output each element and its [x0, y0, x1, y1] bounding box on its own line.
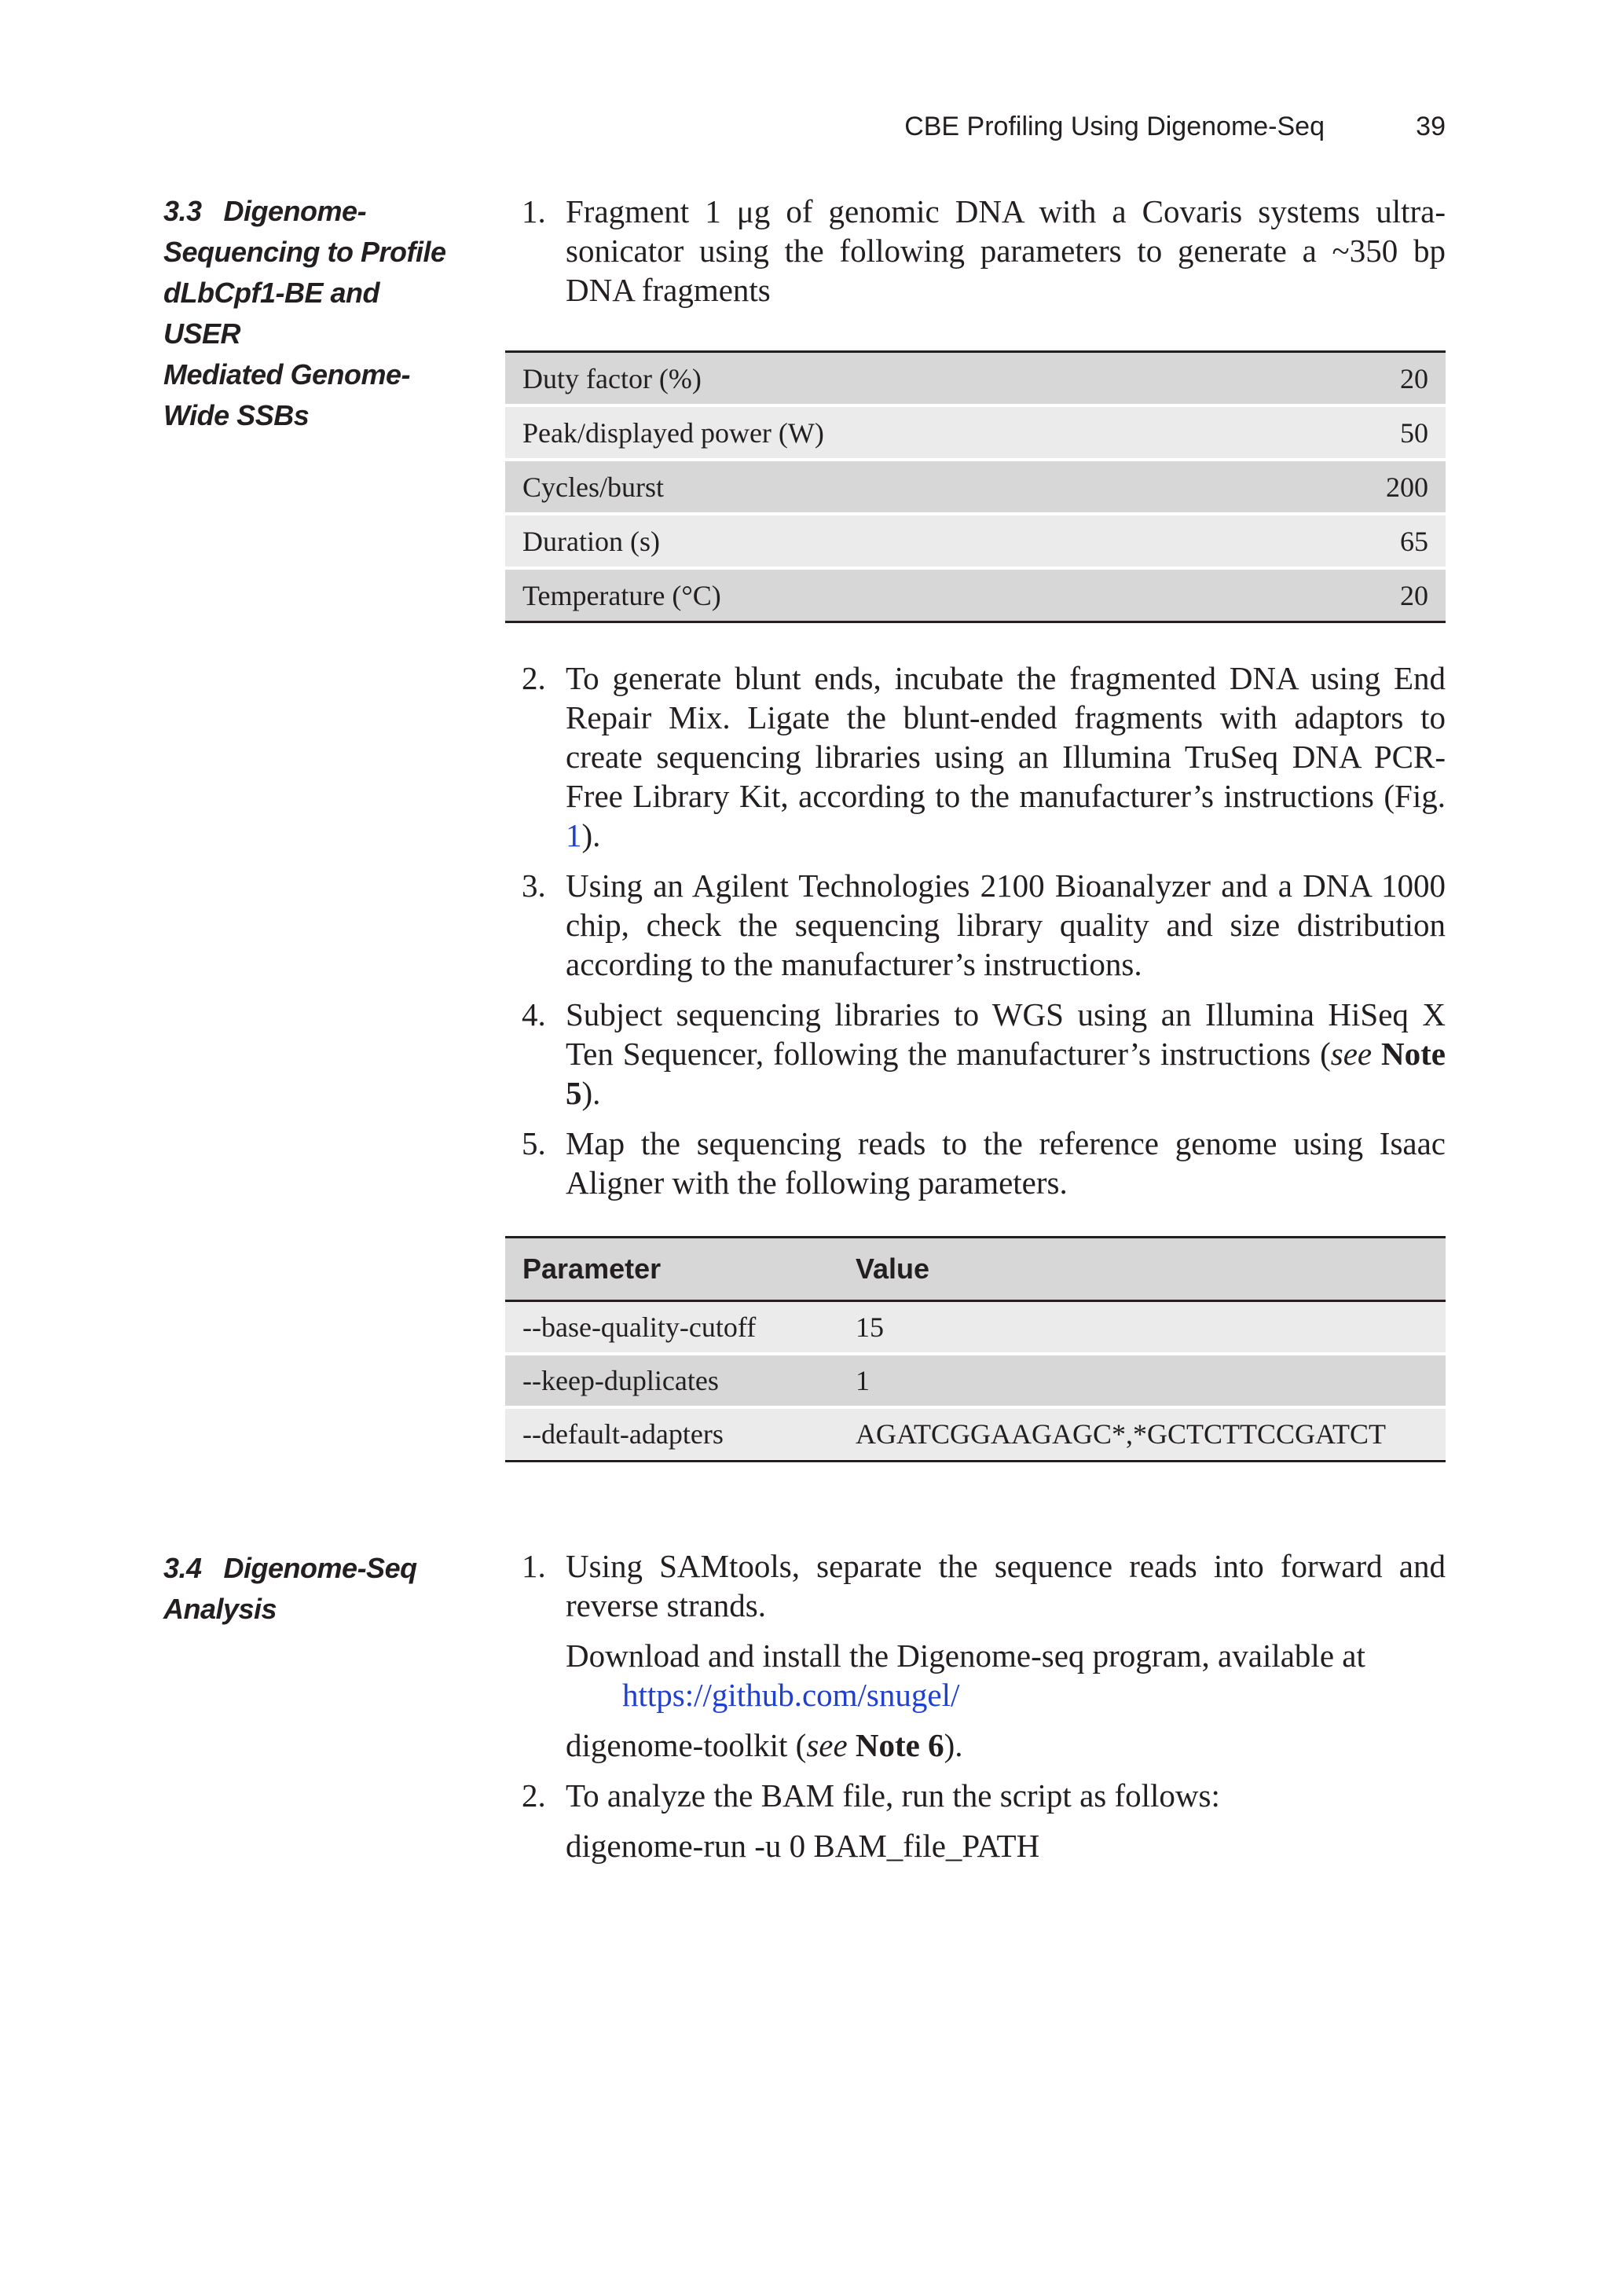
running-head: [864, 112, 1446, 151]
param-cell: --default-adapters: [505, 1409, 838, 1462]
note-reference[interactable]: Note 5: [566, 1036, 1446, 1111]
step-list-3-4: [519, 1546, 1446, 1865]
list-item: [519, 1546, 1446, 1765]
value-cell: 15: [838, 1302, 1446, 1355]
toolkit-text: digenome-toolkit (: [566, 1727, 807, 1763]
item-text: To analyze the BAM file, run the script as follows:: [566, 1777, 1220, 1814]
covaris-parameter-table: [505, 350, 1446, 624]
table-row: [505, 570, 1446, 624]
step-list-3-3-b: [519, 658, 1446, 1202]
running-head-title: CBE Profiling Using Digenome-Seq: [904, 112, 1325, 141]
figure-link[interactable]: 1: [566, 817, 582, 853]
section-3-4-heading: [163, 1548, 462, 1630]
step-list-3-3-a: [519, 192, 1446, 310]
param-cell: --keep-duplicates: [505, 1355, 838, 1409]
list-item: [519, 866, 1446, 984]
table-row: [505, 1355, 1446, 1409]
param-cell: Cycles/burst: [505, 461, 1270, 515]
item-number: 1.: [522, 1548, 546, 1584]
value-cell: 50: [1270, 407, 1446, 461]
item-number: 4.: [522, 996, 546, 1032]
param-cell: Duration (s): [505, 515, 1270, 570]
list-item: [519, 192, 1446, 310]
see-word: see: [1330, 1036, 1373, 1072]
list-item: [519, 995, 1446, 1113]
param-cell: Duty factor (%): [505, 350, 1270, 407]
table-row: [505, 1409, 1446, 1462]
value-cell: 20: [1270, 350, 1446, 407]
list-item: [519, 1776, 1446, 1865]
param-cell: Temperature (°C): [505, 570, 1270, 624]
note-reference[interactable]: Note 6: [855, 1727, 944, 1763]
list-item: [519, 658, 1446, 855]
section-3-3-heading: [163, 191, 462, 436]
table-bottom-rule: [505, 1460, 1446, 1462]
column-header: Parameter: [505, 1236, 838, 1302]
section-title-line: Digenome-Seq: [223, 1552, 417, 1584]
table-row: [505, 461, 1446, 515]
item-text: Subject sequencing libraries to WGS using an Illumina HiSeq X Ten Sequencer, following the manufacturer’s instructions (: [566, 996, 1446, 1072]
section-title-line: Sequencing to Profile: [163, 236, 446, 268]
page-number: 39: [1416, 112, 1446, 141]
see-word: see: [806, 1727, 848, 1763]
section-title-line: Mediated Genome-: [163, 358, 411, 391]
table-header-row: [505, 1236, 1446, 1302]
section-number: 3.4: [163, 1552, 202, 1584]
github-link[interactable]: https://github.com/snugel/: [622, 1677, 960, 1713]
item-text: Fragment 1 μg of genomic DNA with a Covaris systems ultra-sonicator using the following parameters to generate a ~350 bp DNA fragments: [566, 193, 1446, 308]
item-text: Using SAMtools, separate the sequence reads into forward and reverse strands.: [566, 1548, 1446, 1623]
item-number: 2.: [522, 1777, 546, 1814]
download-text: Download and install the Digenome-seq program, available at: [566, 1638, 1365, 1674]
item-number: 5.: [522, 1125, 546, 1161]
item-text-end: ).: [581, 817, 601, 853]
table-row: [505, 407, 1446, 461]
toolkit-text-end: ).: [944, 1727, 963, 1763]
param-cell: --base-quality-cutoff: [505, 1302, 838, 1355]
table-row: [505, 515, 1446, 570]
value-cell: 1: [838, 1355, 1446, 1409]
section-title-line: Analysis: [163, 1593, 277, 1625]
param-cell: Peak/displayed power (W): [505, 407, 1270, 461]
value-cell: 20: [1270, 570, 1446, 624]
section-title-line: Wide SSBs: [163, 399, 310, 431]
section-title-line: dLbCpf1-BE and USER: [163, 277, 379, 350]
item-text-end: ).: [581, 1075, 601, 1111]
table-bottom-rule: [505, 621, 1446, 623]
item-text: Using an Agilent Technologies 2100 Bioanalyzer and a DNA 1000 chip, check the sequencing library quality and size distribution according to the manufacturer’s instructions.: [566, 867, 1446, 982]
table-row: [505, 350, 1446, 407]
value-cell: 200: [1270, 461, 1446, 515]
section-number: 3.3: [163, 195, 202, 227]
isaac-parameter-table: [505, 1236, 1446, 1462]
item-number: 2.: [522, 660, 546, 696]
command-text: digenome-run -u 0 BAM_file_PATH: [566, 1828, 1040, 1864]
value-cell: 65: [1270, 515, 1446, 570]
section-title-line: Digenome-: [223, 195, 367, 227]
item-number: 1.: [522, 193, 546, 229]
table-row: [505, 1302, 1446, 1355]
item-text: To generate blunt ends, incubate the fragmented DNA using End Repair Mix. Ligate the blunt-ended fragments with adaptors to create sequencing libraries using an Illumina TruSeq DNA PCR-Free Library Kit, according to the manufacturer’s instructions (Fig.: [566, 660, 1446, 814]
list-item: [519, 1124, 1446, 1202]
item-text: Map the sequencing reads to the reference genome using Isaac Aligner with the following parameters.: [566, 1125, 1446, 1201]
column-header: Value: [838, 1236, 1446, 1302]
item-number: 3.: [522, 867, 546, 904]
value-cell: AGATCGGAAGAGC*,*GCTCTTCCGATCT: [838, 1409, 1446, 1462]
